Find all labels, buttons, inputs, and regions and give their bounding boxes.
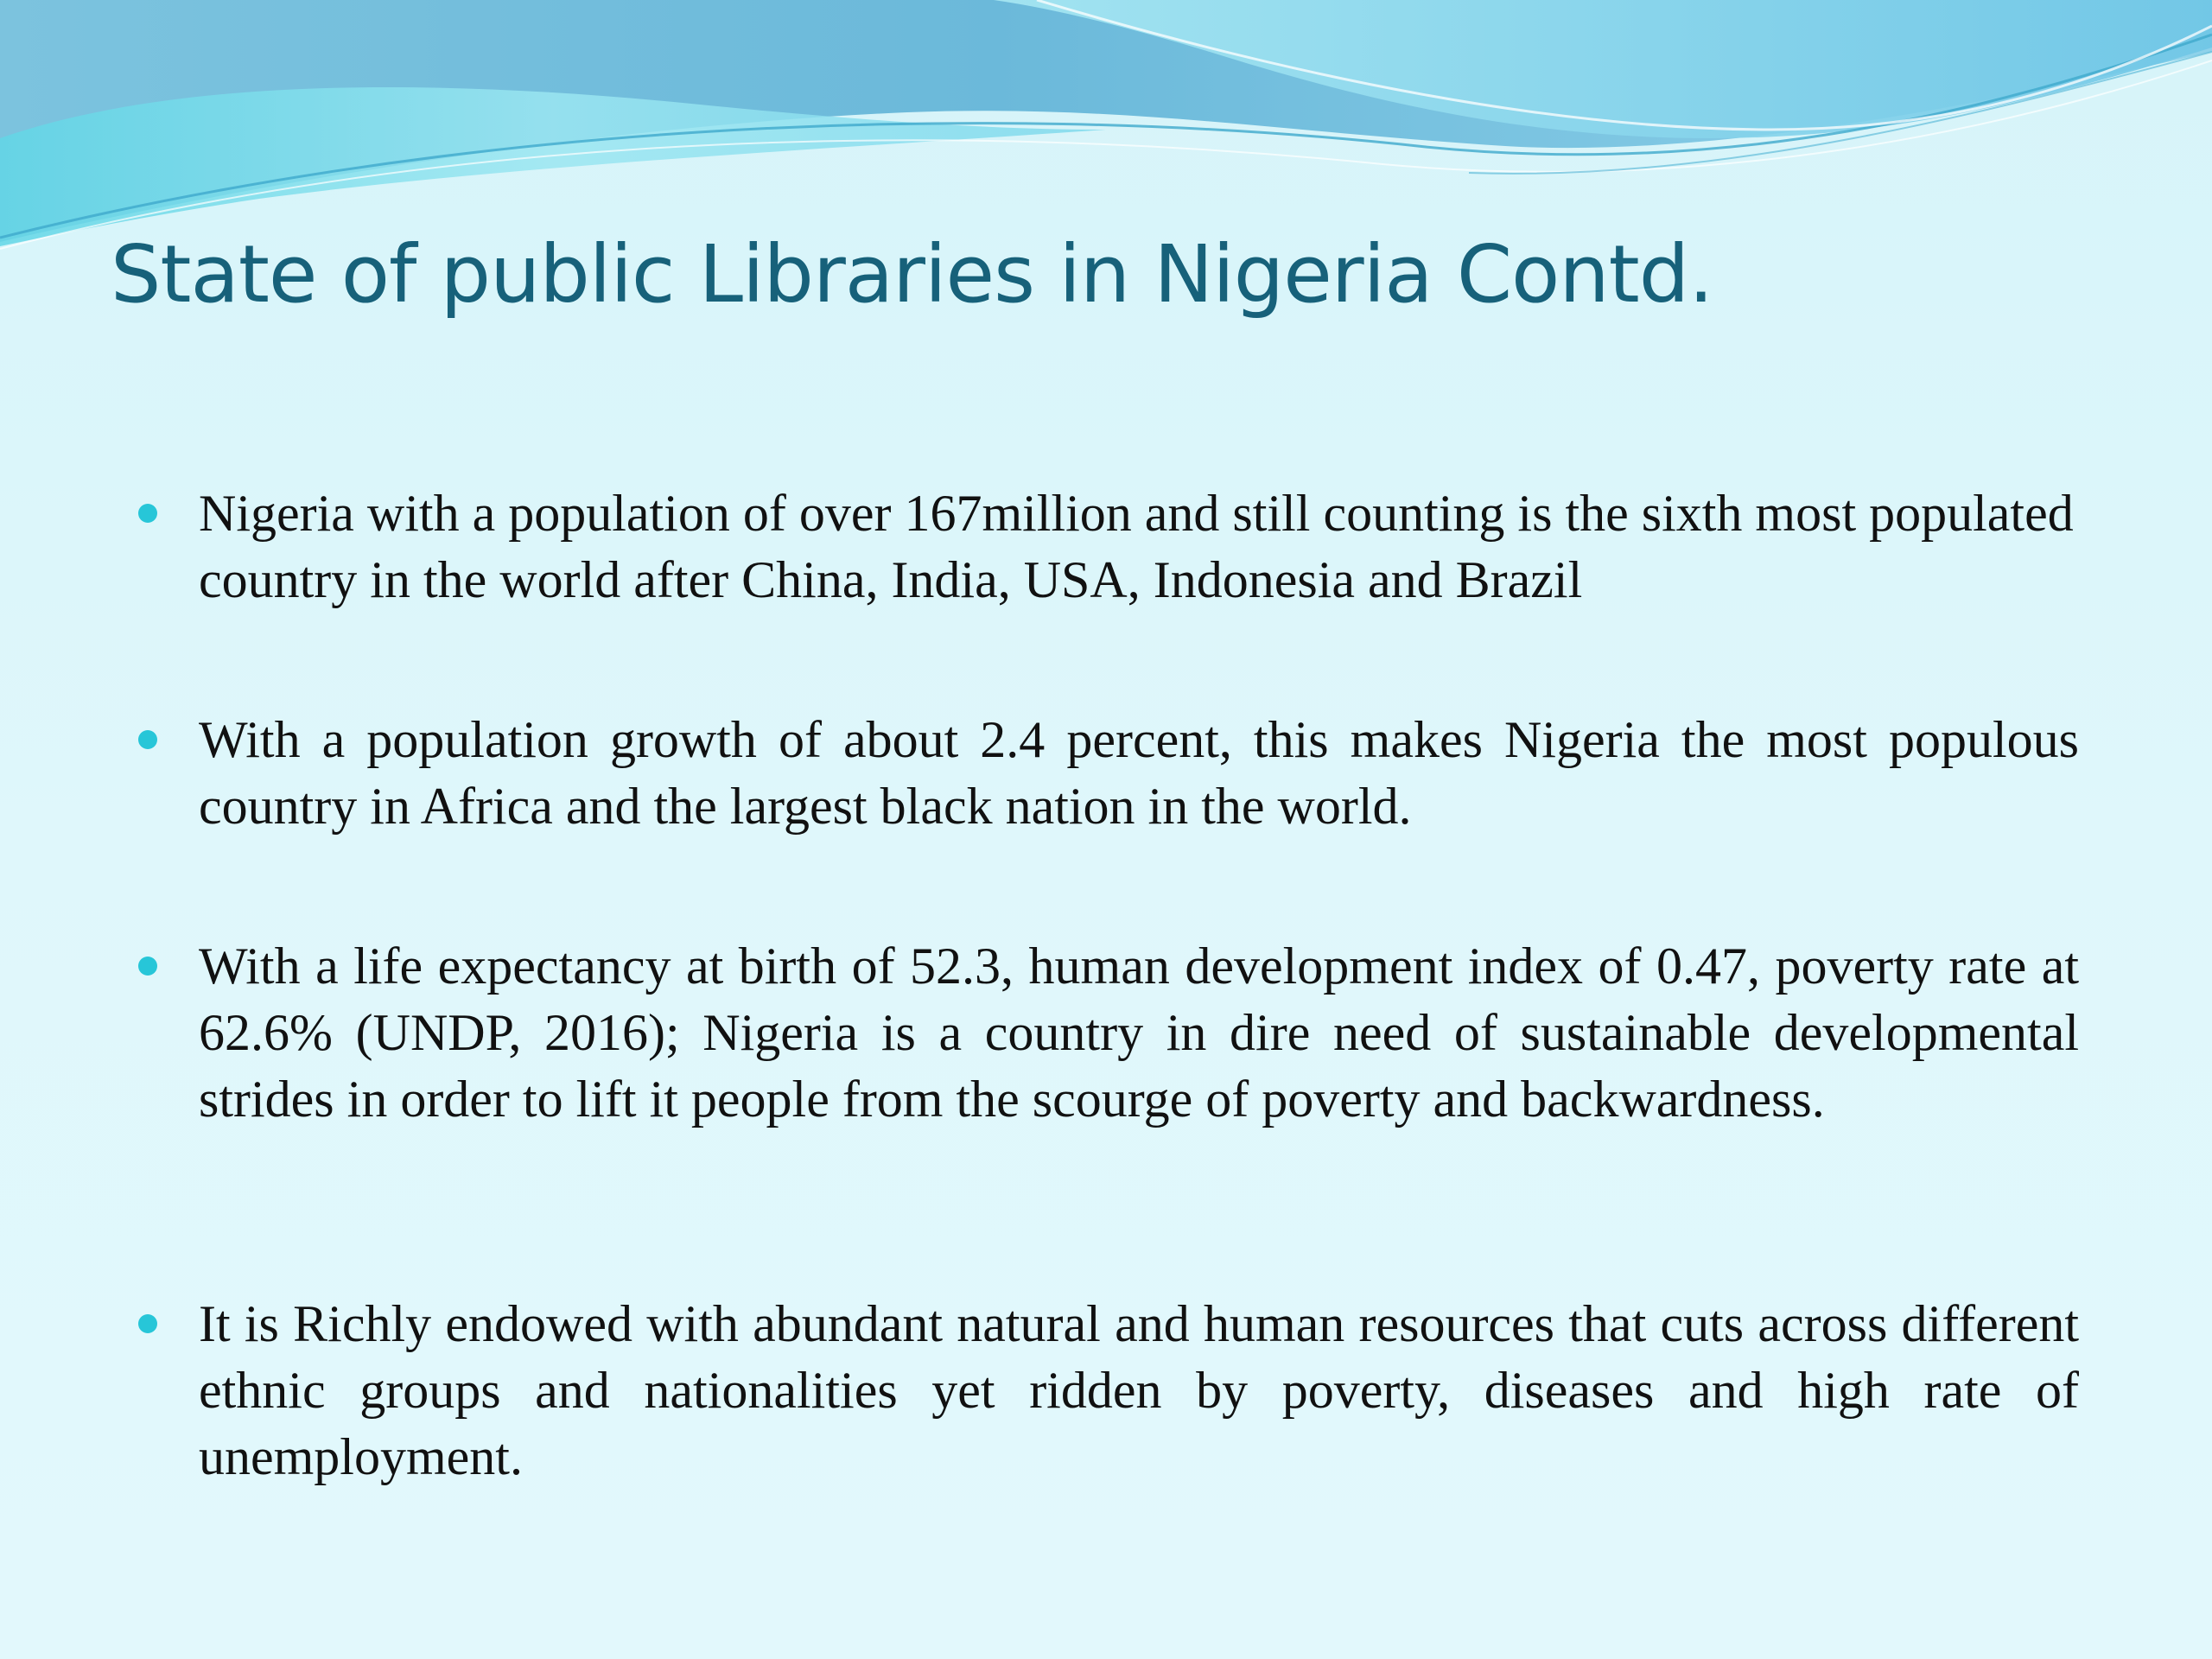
bullet-item <box>199 933 2079 1133</box>
bullet-dot-icon <box>138 957 157 976</box>
bullet-text: With a life expectancy at birth of 52.3, human development index of 0.47, poverty rate at 62.6% (UNDP, 2016); Nigeria is a country in dire need of sustainable developmental strides in order to lift it people from the scourge of poverty and backwardness. <box>199 938 2079 1128</box>
bullet-dot-icon <box>138 730 157 749</box>
slide-title: State of public Libraries in Nigeria Contd. <box>111 228 1713 321</box>
bullet-item <box>199 480 2079 613</box>
bullet-item <box>199 707 2079 840</box>
bullet-dot-icon <box>138 1314 157 1333</box>
bullet-text: Nigeria with a population of over 167million and still counting is the sixth most populated country in the world after China, India, USA, Indonesia and Brazil <box>199 485 2074 608</box>
bullet-item <box>199 1291 2079 1491</box>
bullet-dot-icon <box>138 504 157 523</box>
bullet-text: With a population growth of about 2.4 percent, this makes Nigeria the most populous country in Africa and the largest black nation in the world. <box>199 711 2079 835</box>
bullet-text: It is Richly endowed with abundant natural and human resources that cuts across different ethnic groups and nationalities yet ridden by poverty, diseases and high rate of unemployment. <box>199 1295 2079 1485</box>
